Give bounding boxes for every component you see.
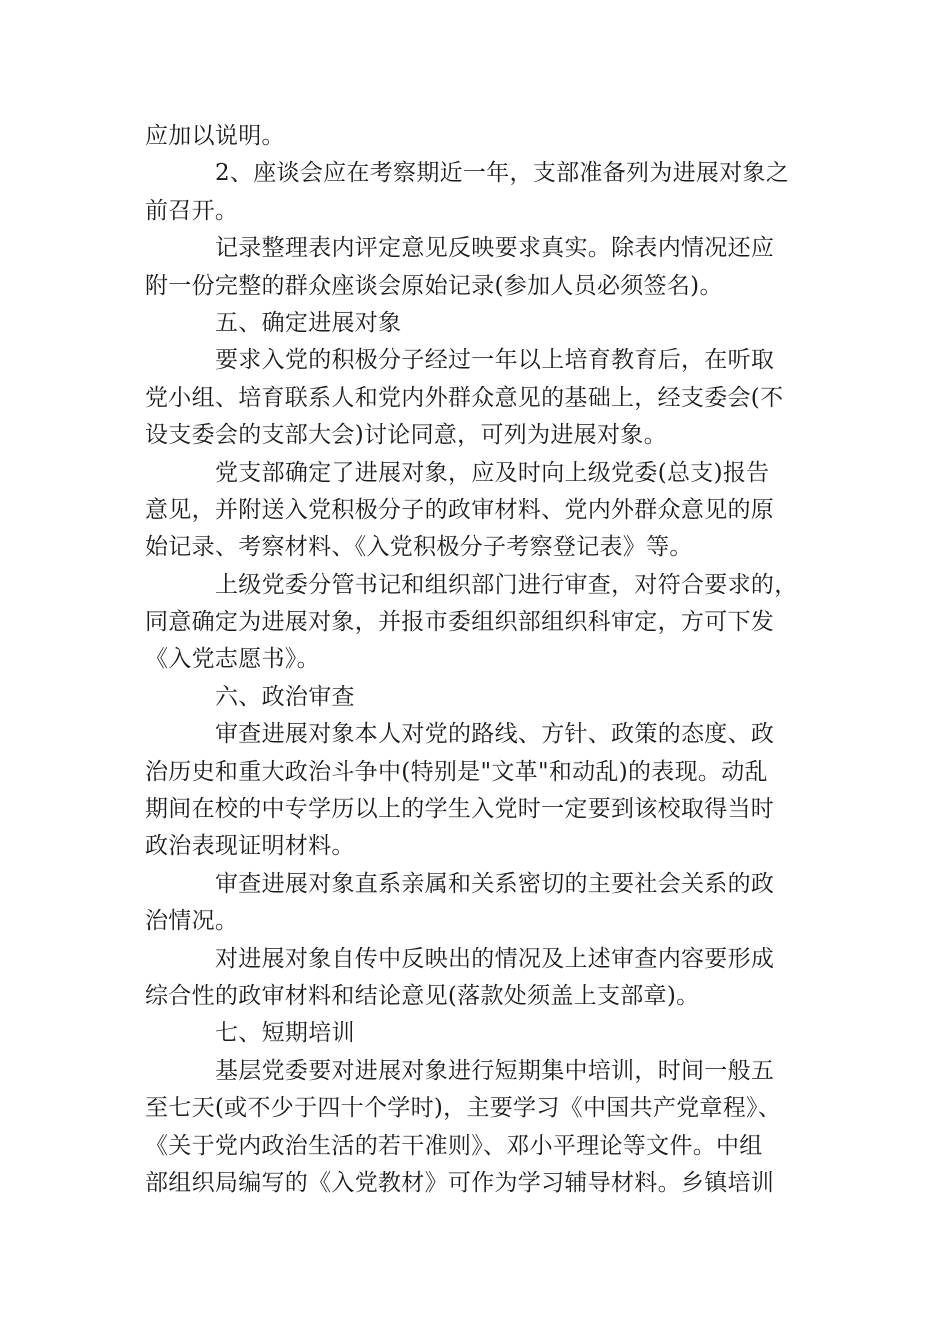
- text-line: 记录整理表内评定意见反映要求真实。除表内情况还应: [215, 235, 775, 262]
- text-line: 2、座谈会应在考察期近一年，支部准备列为进展对象之: [215, 160, 790, 187]
- text-line: 治历史和重大政治斗争中(特别是"文革"和动乱)的表现。动乱: [145, 758, 768, 785]
- text-line: 《关于党内政治生活的若干准则》、邓小平理论等文件。中组: [145, 1132, 763, 1159]
- text-line: 设支委会的支部大会)讨论同意，可列为进展对象。: [145, 422, 667, 449]
- text-line: 期间在校的中专学历以上的学生入党时一定要到该校取得当时: [145, 796, 775, 823]
- text-line: 综合性的政审材料和结论意见(落款处须盖上支部章)。: [145, 982, 700, 1009]
- text-line: 要求入党的积极分子经过一年以上培育教育后，在听取: [215, 347, 775, 374]
- text-line: 至七天(或不少于四十个学时)，主要学习《中国共产党章程》、: [145, 1095, 782, 1122]
- text-line: 应加以说明。: [145, 123, 285, 149]
- text-line: 同意确定为进展对象，并报市委组织部组织科审定，方可下发: [145, 609, 775, 636]
- document-body: [145, 118, 810, 1202]
- text-line: 党小组、培育联系人和党内外群众意见的基础上，经支委会(不: [145, 384, 784, 411]
- text-line: 部组织局编写的《入党教材》可作为学习辅导材料。乡镇培训: [145, 1169, 775, 1196]
- text-line: 审查进展对象直系亲属和关系密切的主要社会关系的政: [215, 870, 775, 897]
- text-line: 七、短期培训: [215, 1020, 355, 1047]
- text-line: 上级党委分管书记和组织部门进行审查，对符合要求的，: [215, 571, 798, 598]
- text-line: 对进展对象自传中反映出的情况及上述审查内容要形成: [215, 945, 775, 972]
- text-line: 附一份完整的群众座谈会原始记录(参加人员必须签名)。: [145, 272, 723, 299]
- text-line: 六、政治审查: [215, 683, 355, 710]
- text-line: 审查进展对象本人对党的路线、方针、政策的态度、政: [215, 721, 775, 748]
- text-line: 前召开。: [145, 197, 239, 224]
- text-line: 五、确定进展对象: [215, 309, 402, 336]
- text-line: 始记录、考察材料、《入党积极分子考察登记表》等。: [145, 534, 693, 561]
- text-line: 政治表现证明材料。: [145, 833, 355, 860]
- text-line: 《入党志愿书》。: [145, 646, 320, 673]
- text-line: 治情况。: [145, 908, 239, 935]
- text-line: 基层党委要对进展对象进行短期集中培训，时间一般五: [215, 1057, 775, 1084]
- text-line: 党支部确定了进展对象，应及时向上级党委(总支)报告: [215, 459, 770, 486]
- text-line: 意见，并附送入党积极分子的政审材料、党内外群众意见的原: [145, 496, 775, 523]
